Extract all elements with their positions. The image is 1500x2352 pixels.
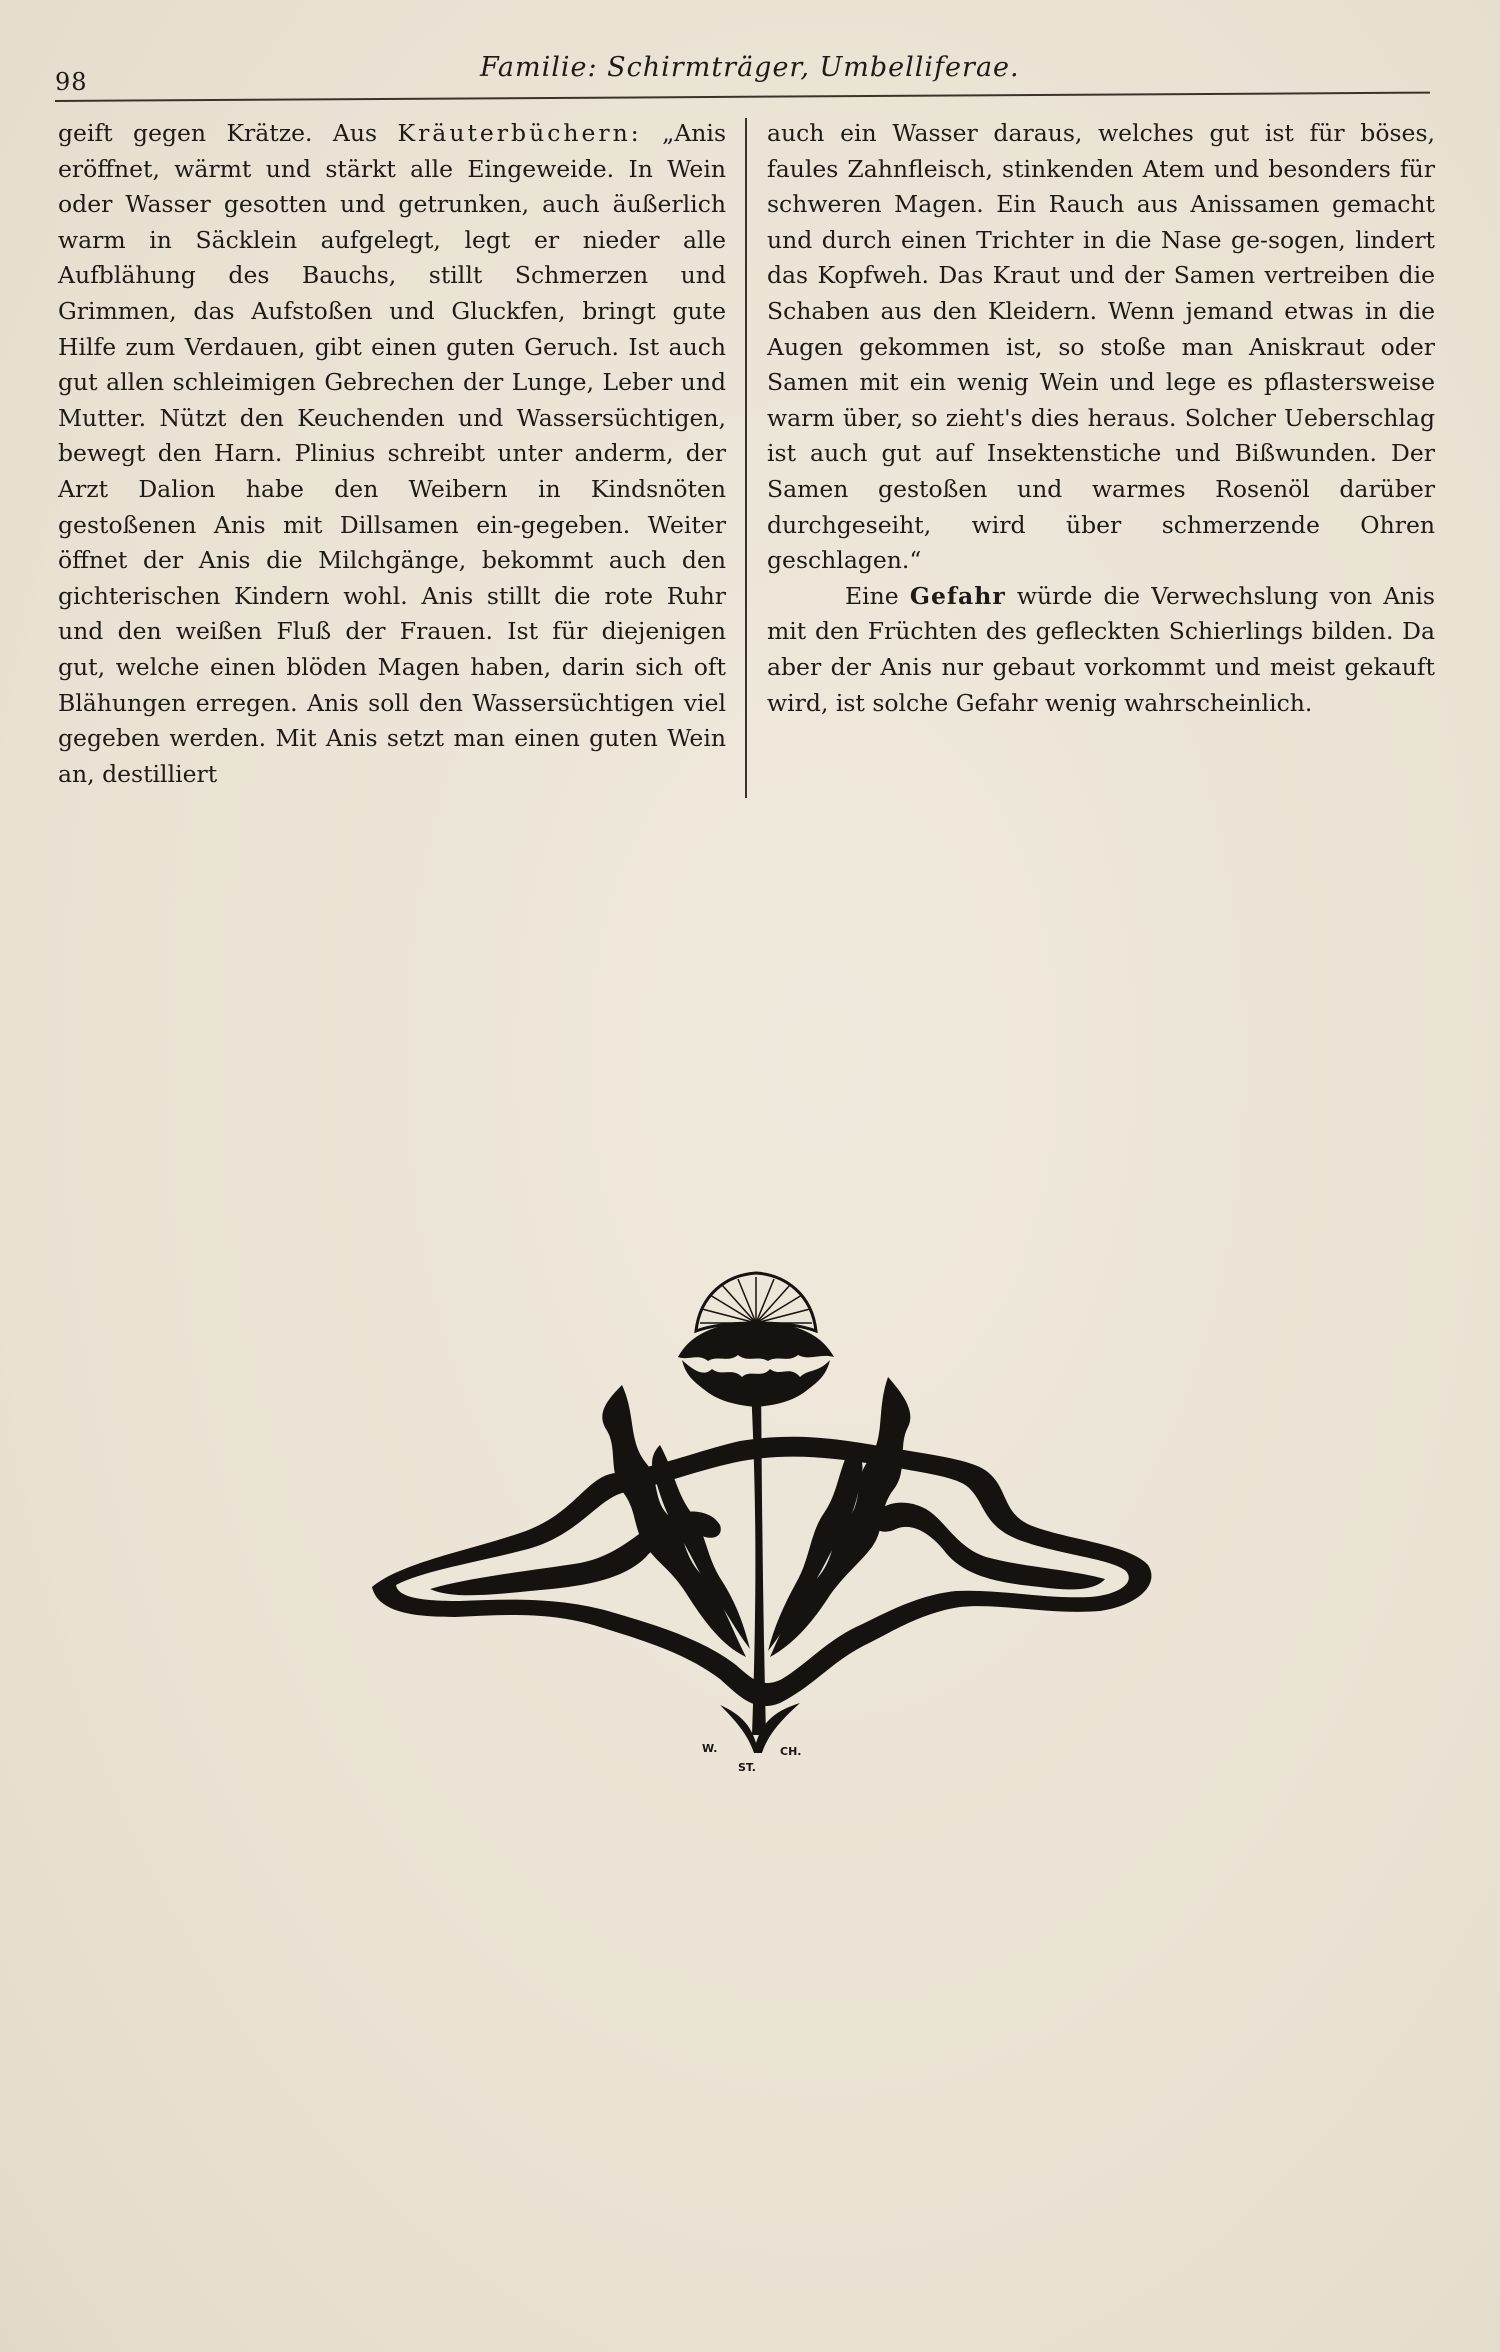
spaced-emphasis: Kräuterbüchern: xyxy=(397,119,642,147)
paragraph xyxy=(58,116,726,792)
page-number: 98 xyxy=(55,68,88,96)
header-rule xyxy=(55,92,1430,102)
text-run: „Anis eröffnet, wärmt und stärkt alle Eingeweide. In Wein oder Wasser gesotten und getrunken, auch äußerlich warm in Säcklein aufgelegt, legt er nieder alle Aufblähung des Bauchs, stillt Schmerzen und Grimmen, das Aufstoßen und Gluckfen, bringt gute Hilfe zum Verdauen, gibt einen guten Geruch. Ist auch gut allen schleimigen Gebrechen der Lunge, Leber und Mutter. Nützt den Keuchenden und Wassersüchtigen, bewegt den Harn. Plinius schreibt unter anderm, der Arzt Dalion habe den Weibern in Kindsnöten gestoßenen Anis mit Dillsamen ein-gegeben. Weiter öffnet der Anis die Milchgänge, bekommt auch den gichterischen Kindern wohl. Anis stillt die rote Ruhr und den weißen Fluß der Frauen. Ist für diejenigen gut, welche einen blöden Magen haben, darin sich oft Blähungen erregen. Anis soll den Wassersüchtigen viel gegeben werden. Mit Anis setzt man einen guten Wein an, destilliert xyxy=(58,119,726,788)
signature-bottom: ST. xyxy=(738,1761,756,1774)
text-column-right xyxy=(767,116,1435,721)
running-head: Familie: Schirmträger, Umbelliferae. xyxy=(480,52,1020,83)
dandelion-vignette xyxy=(360,1265,1160,1785)
paragraph xyxy=(767,579,1435,721)
dandelion-illustration xyxy=(360,1265,1160,1785)
signature-right: CH. xyxy=(780,1745,802,1758)
paragraph: auch ein Wasser daraus, welches gut ist für böses, faules Zahnfleisch, stinkenden Atem und besonders für schweren Magen. Ein Rauch aus Anissamen gemacht und durch einen Trichter in die Nase ge-sogen, lindert das Kopfweh. Das Kraut und der Samen vertreiben die Schaben aus den Kleidern. Wenn jemand etwas in die Augen gekommen ist, so stoße man Aniskraut oder Samen mit ein wenig Wein und lege es pflastersweise warm über, so zieht's dies heraus. Solcher Ueberschlag ist auch gut auf Insektenstiche und Bißwunden. Der Samen gestoßen und warmes Rosenöl darüber durchgeseiht, wird über schmerzende Ohren geschlagen.“ xyxy=(767,119,1435,575)
signature-left: W. xyxy=(702,1742,718,1755)
text-run: geift gegen Krätze. Aus xyxy=(58,119,398,147)
bold-emphasis: Gefahr xyxy=(909,581,1006,610)
text-column-left xyxy=(58,116,726,792)
flower-calyx xyxy=(682,1360,830,1407)
text-run: würde die Verwechslung von Anis mit den Früchten des gefleckten Schierlings bilden. Da aber der Anis nur gebaut vorkommt und meist gekauft wird, ist solche Gefahr wenig wahrscheinlich. xyxy=(767,581,1435,717)
column-rule xyxy=(745,118,747,798)
text-run: Eine xyxy=(845,581,910,610)
